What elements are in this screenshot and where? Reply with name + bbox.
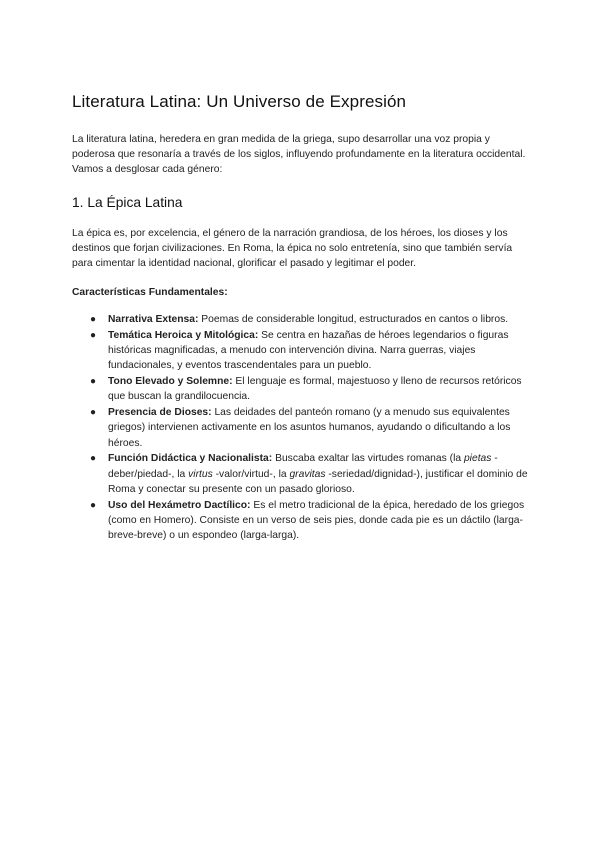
item-text: El lenguaje es formal, majestuoso y lleno de recursos retóricos que buscan la grandilocuencia.: [108, 376, 522, 403]
list-item: [90, 451, 532, 497]
item-term: Narrativa Extensa:: [108, 314, 199, 326]
item-text: Se centra en hazañas de héroes legendarios o figuras históricas magnificadas, a menudo con intervención divina. Narra guerras, viajes fundacionales, y eventos trascendentales para un pueblo.: [108, 330, 509, 372]
bullet-icon: ●: [90, 330, 97, 342]
item-term: Temática Heroica y Mitológica:: [108, 330, 259, 342]
document-title: Literatura Latina: Un Universo de Expresión: [72, 92, 407, 111]
list-item: [90, 328, 532, 374]
italic-term-pietas: pietas: [463, 453, 492, 465]
intro-paragraph: La literatura latina, heredera en gran medida de la griega, supo desarrollar una voz propia y poderosa que resonaría a través de los siglos, influyendo profundamente en la literatura occidental. Vamos a desglosar cada género:: [72, 134, 526, 176]
characteristics-subheading: Características Fundamentales:: [72, 287, 228, 299]
item-text: Buscaba exaltar las virtudes romanas (la: [272, 453, 464, 465]
epica-description: La épica es, por excelencia, el género de la narración grandiosa, de los héroes, los dioses y los destinos que forjan civilizaciones. En Roma, la épica no solo entretenía, sino que también servía para cimentar la identidad nacional, glorificar el pasado y legitimar el poder.: [72, 227, 513, 270]
list-item: [90, 405, 532, 451]
bullet-icon: ●: [90, 453, 97, 465]
item-term: Presencia de Dioses:: [108, 407, 212, 419]
item-term: Uso del Hexámetro Dactílico:: [108, 499, 251, 511]
item-term: Función Didáctica y Nacionalista:: [108, 453, 273, 465]
item-text: Poemas de considerable longitud, estructurados en cantos o libros.: [198, 314, 509, 326]
section-heading-epica: 1. La Épica Latina: [72, 194, 183, 210]
document-page: [72, 92, 532, 544]
item-text: Es el metro tradicional de la épica, heredado de los griegos (como en Homero). Consiste en un verso de seis pies, donde cada pie es un dáctilo (larga-breve-breve) o un espondeo (larga-larga).: [108, 499, 525, 542]
item-text: Las deidades del panteón romano (y a menudo sus equivalentes griegos) intervienen activamente en los asuntos humanos, ayudando o dificultando a los héroes.: [108, 407, 511, 449]
bullet-icon: ●: [90, 314, 97, 326]
list-item: [90, 498, 532, 544]
item-term: Tono Elevado y Solemne:: [108, 376, 233, 388]
item-text: -seriedad/dignidad-), justificar el dominio de Roma y conectar su presente con un pasado glorioso.: [108, 468, 528, 495]
bullet-icon: ●: [90, 407, 97, 419]
item-text: -deber/piedad-, la: [108, 453, 498, 480]
list-item: [90, 374, 532, 404]
italic-term-virtus: virtus: [188, 468, 213, 480]
bullet-icon: ●: [90, 499, 97, 511]
list-item: [90, 312, 532, 327]
italic-term-gravitas: gravitas: [289, 468, 326, 480]
characteristics-list: [72, 312, 532, 543]
item-text: -valor/virtud-, la: [212, 468, 290, 480]
bullet-icon: ●: [90, 376, 97, 388]
